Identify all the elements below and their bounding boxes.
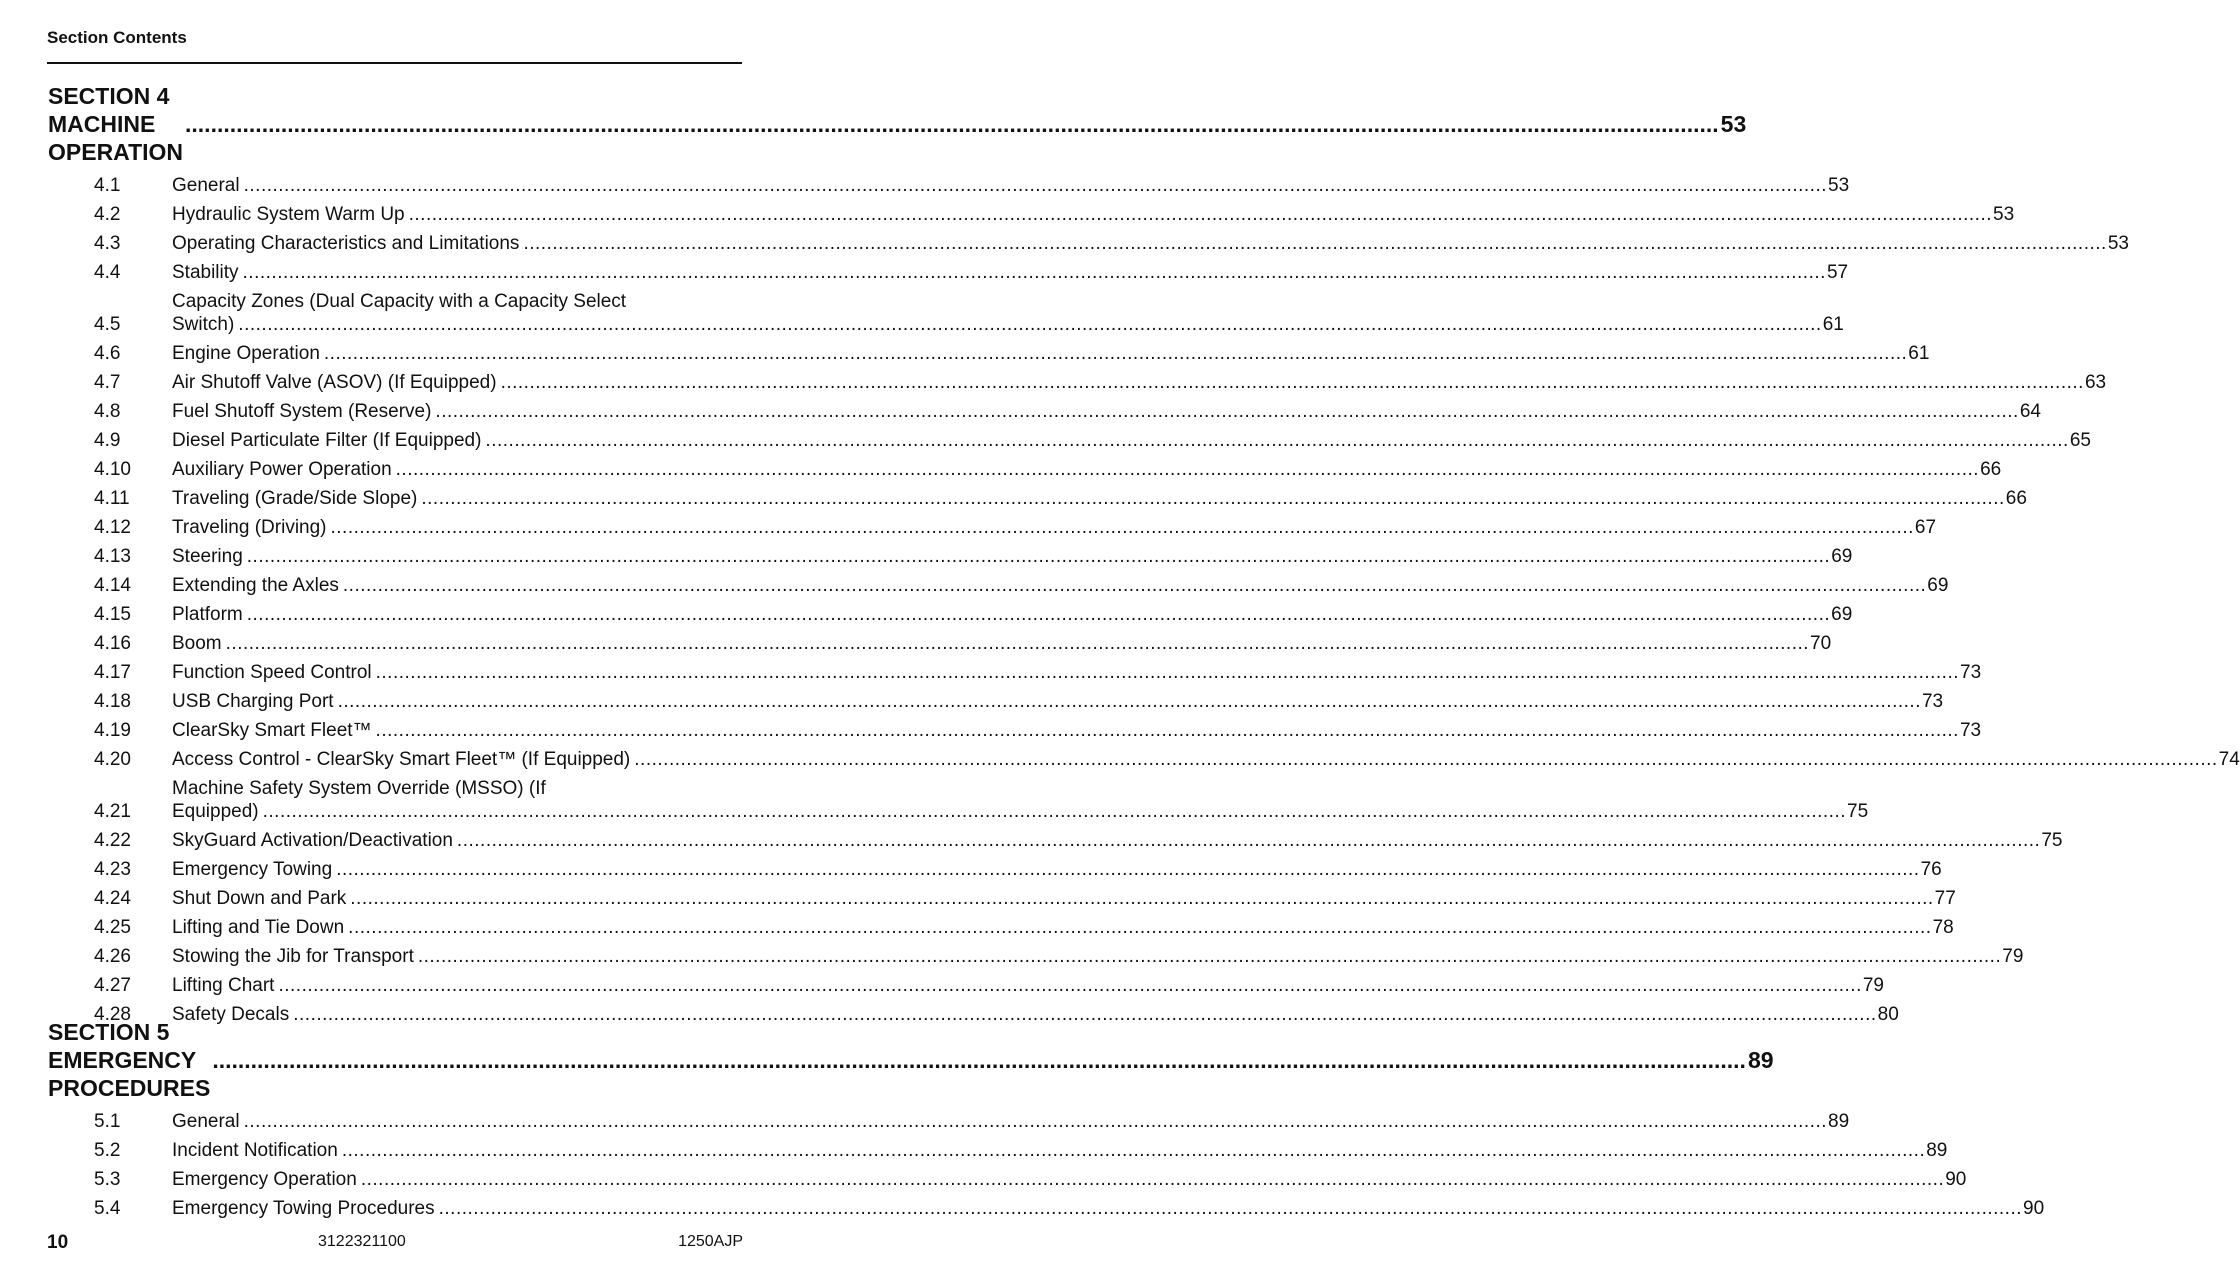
entry-title-row — [172, 916, 1954, 939]
entry-page: 69 — [1927, 575, 1949, 596]
dot-leader — [343, 574, 1926, 597]
entry-number: 4.20 — [94, 749, 131, 770]
toc-entry[interactable] — [48, 400, 2041, 423]
toc-entry[interactable] — [48, 1168, 1967, 1191]
dot-leader — [409, 203, 1992, 226]
entry-title-row — [172, 261, 1848, 284]
toc-entry[interactable] — [48, 829, 2063, 852]
dot-leader — [457, 829, 2040, 852]
entry-body — [172, 916, 1954, 939]
entry-title: General — [172, 175, 240, 196]
toc-entry[interactable] — [48, 174, 1850, 197]
dot-leader — [361, 1168, 1944, 1191]
entry-title-row — [172, 858, 1942, 881]
dot-leader — [336, 858, 1919, 881]
toc-entry[interactable] — [48, 945, 2024, 968]
entry-body — [172, 887, 1956, 910]
dot-leader — [350, 887, 1933, 910]
entry-page: 76 — [1920, 859, 1942, 880]
toc-entry[interactable] — [48, 371, 2107, 394]
toc-entry[interactable] — [48, 1110, 1850, 1133]
section-page: 89 — [1747, 1047, 1774, 1073]
entry-number: 4.10 — [94, 459, 131, 480]
entry-body — [172, 858, 1942, 881]
entry-title-row — [172, 313, 1844, 336]
entry-title: Lifting Chart — [172, 975, 275, 996]
toc-entry[interactable] — [48, 887, 1956, 910]
entry-number: 4.26 — [94, 946, 131, 967]
entry-title: Stability — [172, 262, 239, 283]
dot-leader — [501, 371, 2084, 394]
toc-entry[interactable] — [48, 342, 1930, 365]
entry-title: Stowing the Jib for Transport — [172, 946, 414, 967]
toc-entry[interactable] — [48, 429, 2091, 452]
section-4 — [48, 82, 2240, 1032]
entry-body — [172, 829, 2062, 852]
entry-number: 5.1 — [94, 1111, 121, 1132]
dot-leader — [212, 1046, 1746, 1074]
dot-leader — [348, 916, 1931, 939]
entry-page: 69 — [1831, 604, 1853, 625]
entry-number: 4.12 — [94, 517, 131, 538]
dot-leader — [247, 603, 1830, 626]
section-title-link[interactable] — [48, 1046, 1774, 1102]
entry-body — [172, 1139, 1947, 1162]
entry-title-row — [172, 1197, 2044, 1220]
entry-title: ClearSky Smart Fleet™ — [172, 720, 372, 741]
header-title: Section Contents — [47, 28, 187, 47]
dot-leader — [226, 632, 1809, 655]
entry-title: Function Speed Control — [172, 662, 372, 683]
entry-number: 4.17 — [94, 662, 131, 683]
entry-title-row — [172, 203, 2014, 226]
section-label: SECTION 4 — [48, 83, 170, 109]
entry-number: 5.3 — [94, 1169, 121, 1190]
entry-title-row — [172, 661, 1981, 684]
entry-page: 89 — [1926, 1140, 1948, 1161]
section-5 — [48, 1018, 2045, 1226]
entry-page: 66 — [1980, 459, 2002, 480]
entry-title: Air Shutoff Valve (ASOV) (If Equipped) — [172, 372, 497, 393]
entry-body — [172, 1110, 1849, 1133]
toc-entry[interactable] — [48, 632, 1832, 655]
entry-page: 80 — [1877, 1004, 1899, 1025]
entry-page: 89 — [1828, 1111, 1850, 1132]
section-title-link[interactable] — [48, 110, 1747, 166]
entry-title-row — [172, 400, 2041, 423]
entry-number: 4.13 — [94, 546, 131, 567]
dot-leader — [342, 1139, 1925, 1162]
dot-leader — [278, 974, 1861, 997]
toc-entry-list — [48, 174, 2240, 1026]
toc-entry[interactable] — [48, 574, 1949, 597]
entry-title-row — [172, 1110, 1849, 1133]
section-page: 53 — [1720, 111, 1747, 137]
entry-number: 4.3 — [94, 233, 121, 254]
entry-number: 4.22 — [94, 830, 131, 851]
dot-leader — [244, 1110, 1827, 1133]
section-title: EMERGENCY PROCEDURES — [48, 1047, 211, 1101]
entry-title: SkyGuard Activation/Deactivation — [172, 830, 453, 851]
entry-number: 5.2 — [94, 1140, 121, 1161]
entry-title: USB Charging Port — [172, 691, 334, 712]
entry-body — [172, 690, 1943, 713]
entry-body — [172, 945, 2023, 968]
entry-title-row — [172, 487, 2027, 510]
toc-entry[interactable] — [48, 858, 1942, 881]
entry-title: Switch) — [172, 314, 235, 335]
entry-number: 4.14 — [94, 575, 131, 596]
toc-entry-list — [48, 1110, 2045, 1220]
dot-leader — [376, 661, 1959, 684]
toc-entry[interactable] — [48, 516, 1937, 539]
entry-body — [172, 487, 2027, 510]
entry-title-row — [172, 690, 1943, 713]
dot-leader — [421, 487, 2004, 510]
entry-title: Platform — [172, 604, 243, 625]
page-number: 10 — [47, 1232, 69, 1253]
entry-title-row — [172, 1139, 1947, 1162]
entry-title-row — [172, 632, 1831, 655]
toc-entry[interactable] — [48, 261, 1849, 284]
entry-number: 4.19 — [94, 720, 131, 741]
entry-title: Equipped) — [172, 801, 259, 822]
entry-title-row — [172, 800, 1868, 823]
entry-number: 4.8 — [94, 401, 121, 422]
entry-number: 4.2 — [94, 204, 121, 225]
entry-title: Shut Down and Park — [172, 888, 347, 909]
entry-number: 4.27 — [94, 975, 131, 996]
dot-leader — [418, 945, 2001, 968]
entry-page: 61 — [1908, 343, 1930, 364]
entry-title: Diesel Particulate Filter (If Equipped) — [172, 430, 482, 451]
entry-page: 67 — [1914, 517, 1937, 538]
entry-number: 4.16 — [94, 633, 131, 654]
dot-leader — [185, 110, 1719, 138]
entry-title-row — [172, 342, 1929, 365]
entry-body — [172, 400, 2041, 423]
entry-title: Emergency Towing — [172, 859, 333, 880]
entry-title: Steering — [172, 546, 243, 567]
entry-body — [172, 232, 2129, 255]
entry-title: Incident Notification — [172, 1140, 338, 1161]
entry-title: Traveling (Driving) — [172, 517, 327, 538]
entry-body — [172, 719, 1981, 742]
dot-leader — [376, 719, 1959, 742]
entry-page: 74 — [2218, 749, 2240, 770]
dot-leader — [243, 261, 1826, 284]
entry-page: 90 — [2023, 1198, 2045, 1219]
entry-title-line: Machine Safety System Override (MSSO) (If — [172, 778, 546, 799]
toc-entry[interactable] — [48, 1197, 2045, 1220]
entry-title-line: Capacity Zones (Dual Capacity with a Capacity Select — [172, 291, 627, 312]
entry-number: 4.15 — [94, 604, 131, 625]
entry-page: 75 — [2041, 830, 2063, 851]
dot-leader — [238, 313, 1821, 336]
toc-entry[interactable] — [48, 748, 2240, 771]
toc-entry[interactable] — [48, 603, 1853, 626]
entry-page: 64 — [2019, 401, 2041, 422]
entry-body — [172, 342, 1929, 365]
dot-leader — [435, 400, 2018, 423]
entry-body — [172, 545, 1852, 568]
model-name: 1250AJP — [678, 1233, 743, 1250]
entry-body — [172, 748, 2240, 771]
entry-page: 90 — [1945, 1169, 1967, 1190]
entry-title-row — [172, 887, 1956, 910]
entry-title: General — [172, 1111, 240, 1132]
entry-title: Operating Characteristics and Limitations — [172, 233, 520, 254]
entry-title-row — [172, 748, 2240, 771]
entry-page: 75 — [1847, 801, 1869, 822]
entry-title: Safety Decals — [172, 1004, 290, 1025]
entry-page: 66 — [2005, 488, 2027, 509]
entry-title-row — [172, 458, 2001, 481]
toc-entry[interactable] — [48, 719, 1982, 742]
entry-page: 53 — [1993, 204, 2015, 225]
entry-page: 63 — [2084, 372, 2107, 393]
toc-entry[interactable] — [48, 916, 1954, 939]
dot-leader — [244, 174, 1827, 197]
entry-title: Fuel Shutoff System (Reserve) — [172, 401, 432, 422]
entry-title-row — [172, 829, 2062, 852]
section-title: MACHINE OPERATION — [48, 111, 184, 165]
dot-leader — [523, 232, 2106, 255]
toc-entry[interactable] — [48, 545, 1853, 568]
header-divider — [47, 62, 742, 64]
entry-title: Traveling (Grade/Side Slope) — [172, 488, 418, 509]
entry-title: Hydraulic System Warm Up — [172, 204, 405, 225]
toc-entry[interactable] — [48, 203, 2015, 226]
entry-body — [172, 371, 2106, 394]
toc-entry[interactable] — [48, 661, 1982, 684]
entry-title: Auxiliary Power Operation — [172, 459, 392, 480]
entry-number: 4.21 — [94, 801, 131, 822]
entry-number: 4.28 — [94, 1004, 131, 1025]
toc-entry[interactable] — [48, 777, 1869, 823]
entry-body — [172, 261, 1848, 284]
entry-page: 73 — [1921, 691, 1944, 712]
entry-page: 79 — [2002, 946, 2024, 967]
entry-number: 5.4 — [94, 1198, 121, 1219]
entry-title: Emergency Operation — [172, 1169, 357, 1190]
entry-page: 57 — [1826, 262, 1849, 283]
entry-body — [172, 1168, 1966, 1191]
entry-title: Extending the Axles — [172, 575, 339, 596]
toc-entry[interactable] — [48, 290, 1844, 336]
entry-title-row — [172, 974, 1884, 997]
dot-leader — [263, 800, 1846, 823]
entry-number: 4.9 — [94, 430, 121, 451]
entry-page: 69 — [1831, 546, 1853, 567]
entry-title-row — [172, 603, 1852, 626]
entry-body — [172, 1197, 2044, 1220]
entry-title-row — [172, 545, 1852, 568]
entry-title-row — [172, 574, 1948, 597]
entry-title: Lifting and Tie Down — [172, 917, 345, 938]
entry-number: 4.18 — [94, 691, 131, 712]
entry-title-row — [172, 371, 2106, 394]
entry-number: 4.1 — [94, 175, 121, 196]
entry-body — [172, 632, 1831, 655]
dot-leader — [331, 516, 1914, 539]
entry-title: Emergency Towing Procedures — [172, 1198, 435, 1219]
entry-body — [172, 290, 1844, 336]
entry-number: 4.4 — [94, 262, 121, 283]
entry-title: Boom — [172, 633, 222, 654]
entry-title: Access Control - ClearSky Smart Fleet™ (If Equipped) — [172, 749, 631, 770]
entry-number: 4.25 — [94, 917, 131, 938]
entry-title-row — [172, 719, 1981, 742]
document-number: 3122321100 — [318, 1233, 406, 1250]
entry-page: 53 — [1828, 175, 1850, 196]
entry-number: 4.23 — [94, 859, 131, 880]
dot-leader — [324, 342, 1907, 365]
entry-number: 4.6 — [94, 343, 121, 364]
entry-title-row — [172, 174, 1849, 197]
entry-title-row — [172, 429, 2091, 452]
entry-number: 4.7 — [94, 372, 121, 393]
entry-page: 73 — [1959, 720, 1982, 741]
entry-page: 73 — [1960, 662, 1982, 683]
entry-page: 53 — [2107, 233, 2129, 254]
entry-body — [172, 974, 1884, 997]
entry-number: 4.24 — [94, 888, 131, 909]
entry-title-row — [172, 516, 1936, 539]
entry-body — [172, 174, 1849, 197]
entry-body — [172, 661, 1981, 684]
entry-number: 4.11 — [94, 488, 130, 509]
entry-body — [172, 603, 1852, 626]
dot-leader — [338, 690, 1921, 713]
toc-entry[interactable] — [48, 1139, 1948, 1162]
entry-page: 61 — [1822, 314, 1844, 335]
entry-page: 79 — [1862, 975, 1884, 996]
toc-entry[interactable] — [48, 690, 1944, 713]
dot-leader — [439, 1197, 2022, 1220]
entry-number: 4.5 — [94, 314, 121, 335]
entry-title: Engine Operation — [172, 343, 320, 364]
dot-leader — [634, 748, 2217, 771]
entry-page: 65 — [2069, 430, 2091, 451]
toc-entry[interactable] — [48, 458, 2002, 481]
toc-entry[interactable] — [48, 487, 2027, 510]
entry-body — [172, 429, 2091, 452]
entry-page: 70 — [1810, 633, 1832, 654]
dot-leader — [396, 458, 1979, 481]
entry-body — [172, 777, 1868, 823]
entry-title-row — [172, 945, 2023, 968]
entry-body — [172, 516, 1936, 539]
entry-title-row — [172, 232, 2129, 255]
entry-page: 78 — [1932, 917, 1954, 938]
entry-title-row — [172, 1168, 1966, 1191]
toc-entry[interactable] — [48, 974, 1884, 997]
dot-leader — [485, 429, 2068, 452]
entry-page: 77 — [1934, 888, 1956, 909]
toc-entry[interactable] — [48, 232, 2129, 255]
section-label: SECTION 5 — [48, 1019, 170, 1045]
entry-body — [172, 574, 1948, 597]
entry-body — [172, 203, 2014, 226]
dot-leader — [247, 545, 1830, 568]
entry-body — [172, 458, 2001, 481]
